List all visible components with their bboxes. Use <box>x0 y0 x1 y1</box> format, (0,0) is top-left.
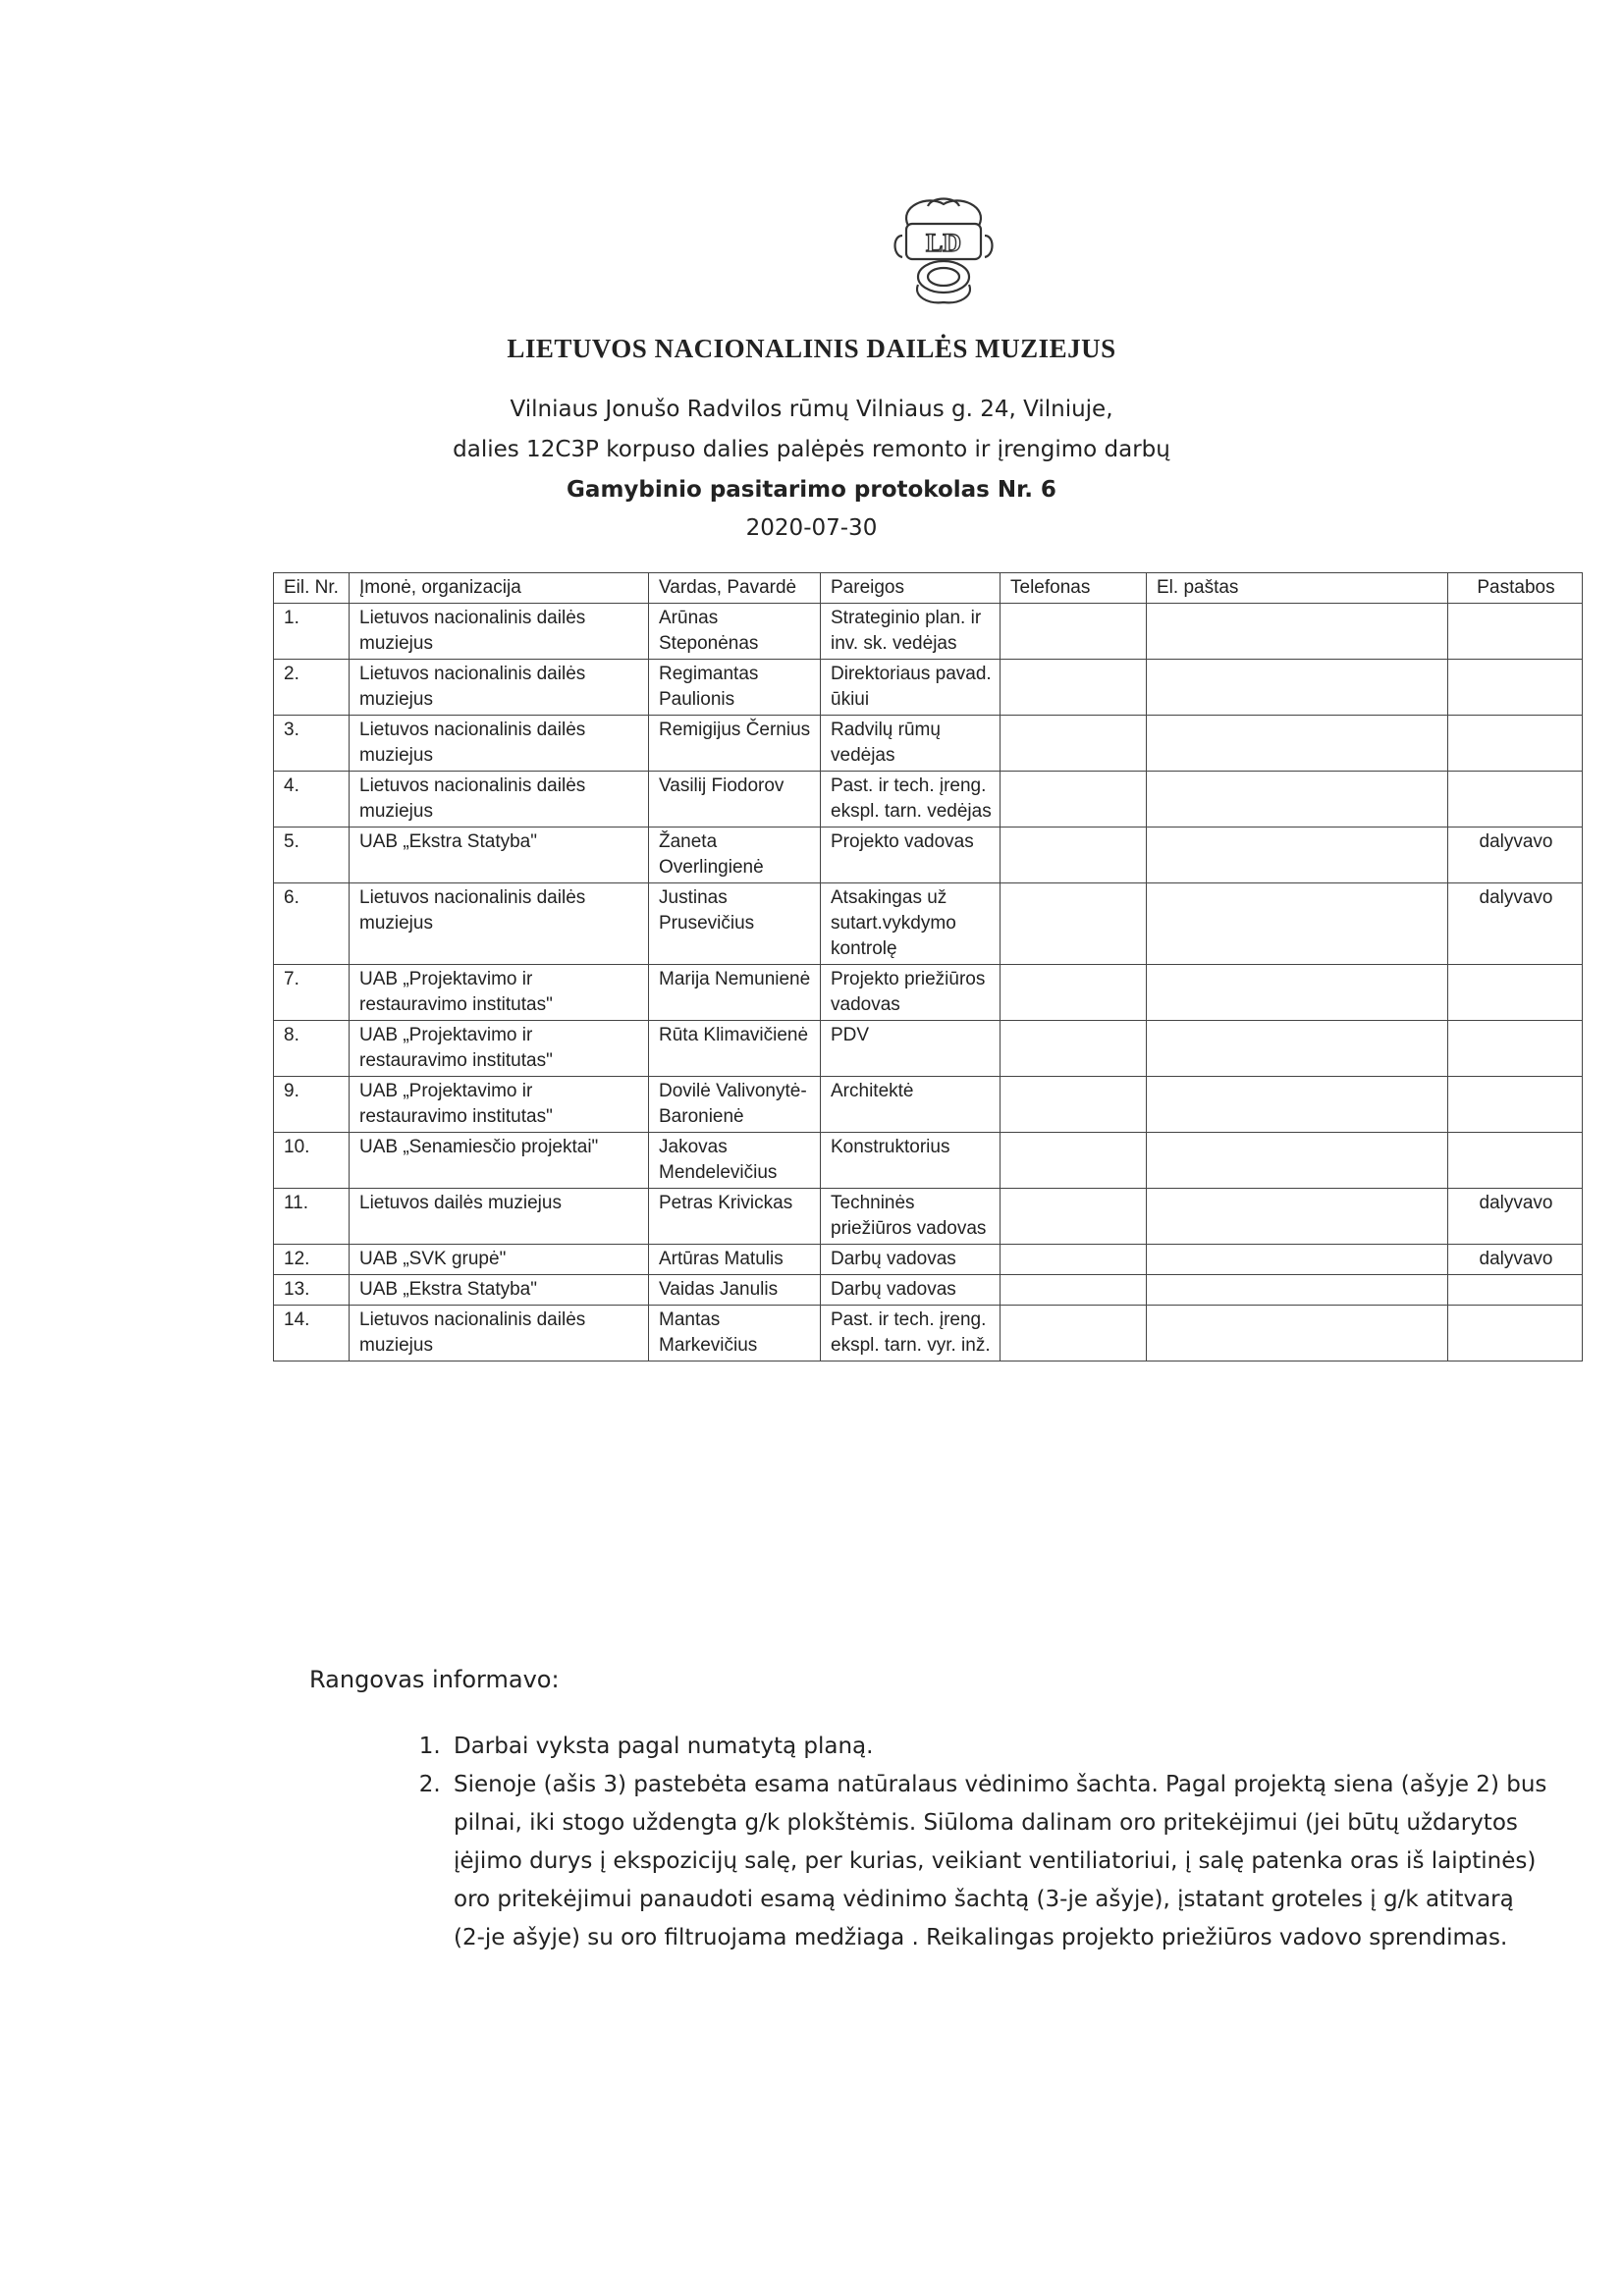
header-position: Pareigos <box>821 573 1001 604</box>
cell-nr: 14. <box>274 1306 350 1362</box>
cell-org: UAB „Ekstra Statyba" <box>350 1275 649 1306</box>
cell-notes <box>1448 772 1583 828</box>
table-row <box>274 1306 1583 1362</box>
cell-org: UAB „Projektavimo ir restauravimo institutas" <box>350 965 649 1021</box>
header-notes: Pastabos <box>1448 573 1583 604</box>
cell-nr: 1. <box>274 604 350 660</box>
cell-position: Techninės priežiūros vadovas <box>821 1189 1001 1245</box>
cell-notes: dalyvavo <box>1448 1189 1583 1245</box>
header-phone: Telefonas <box>1001 573 1147 604</box>
cell-email <box>1147 1275 1448 1306</box>
cell-org: Lietuvos nacionalinis dailės muziejus <box>350 883 649 965</box>
cell-nr: 8. <box>274 1021 350 1077</box>
table-row <box>274 772 1583 828</box>
table-row <box>274 1275 1583 1306</box>
cell-org: Lietuvos nacionalinis dailės muziejus <box>350 716 649 772</box>
cell-email <box>1147 965 1448 1021</box>
cell-name: Artūras Matulis <box>649 1245 821 1275</box>
cell-email <box>1147 716 1448 772</box>
cell-notes <box>1448 1306 1583 1362</box>
cell-phone <box>1001 1133 1147 1189</box>
cell-position: Strateginio plan. ir inv. sk. vedėjas <box>821 604 1001 660</box>
cell-position: Direktoriaus pavad. ūkiui <box>821 660 1001 716</box>
table-row <box>274 1189 1583 1245</box>
cell-nr: 3. <box>274 716 350 772</box>
cell-org: UAB „SVK grupė" <box>350 1245 649 1275</box>
cell-phone <box>1001 660 1147 716</box>
cell-position: Past. ir tech. įreng. ekspl. tarn. vyr. inž. <box>821 1306 1001 1362</box>
attendees-table <box>273 572 1583 1362</box>
cell-email <box>1147 1245 1448 1275</box>
cell-notes: dalyvavo <box>1448 828 1583 883</box>
header-org: Įmonė, organizacija <box>350 573 649 604</box>
cell-position: Architektė <box>821 1077 1001 1133</box>
cell-email <box>1147 1189 1448 1245</box>
list-item: 1. Darbai vyksta pagal numatytą planą. <box>448 1728 1547 1766</box>
cell-phone <box>1001 1245 1147 1275</box>
cell-phone <box>1001 828 1147 883</box>
cell-nr: 13. <box>274 1275 350 1306</box>
cell-nr: 9. <box>274 1077 350 1133</box>
cell-email <box>1147 1077 1448 1133</box>
cell-org: Lietuvos dailės muziejus <box>350 1189 649 1245</box>
cell-position: Konstruktorius <box>821 1133 1001 1189</box>
cell-phone <box>1001 1077 1147 1133</box>
museum-emblem-logo <box>889 187 999 309</box>
cell-name: Vaidas Janulis <box>649 1275 821 1306</box>
cell-notes <box>1448 1077 1583 1133</box>
cell-phone <box>1001 716 1147 772</box>
cell-email <box>1147 660 1448 716</box>
cell-nr: 7. <box>274 965 350 1021</box>
cell-notes <box>1448 604 1583 660</box>
cell-notes <box>1448 716 1583 772</box>
cell-notes <box>1448 1133 1583 1189</box>
contractor-items-list <box>403 1728 1547 1957</box>
cell-name: Rūta Klimavičienė <box>649 1021 821 1077</box>
cell-email <box>1147 1306 1448 1362</box>
cell-nr: 5. <box>274 828 350 883</box>
cell-phone <box>1001 772 1147 828</box>
cell-email <box>1147 604 1448 660</box>
cell-org: UAB „Projektavimo ir restauravimo institutas" <box>350 1077 649 1133</box>
header-nr: Eil. Nr. <box>274 573 350 604</box>
cell-phone <box>1001 883 1147 965</box>
cell-position: PDV <box>821 1021 1001 1077</box>
contractor-informed-label: Rangovas informavo: <box>309 1666 560 1693</box>
protocol-title: Gamybinio pasitarimo protokolas Nr. 6 <box>567 477 1056 503</box>
cell-nr: 2. <box>274 660 350 716</box>
cell-position: Past. ir tech. įreng. ekspl. tarn. vedėjas <box>821 772 1001 828</box>
cell-org: UAB „Projektavimo ir restauravimo institutas" <box>350 1021 649 1077</box>
cell-phone <box>1001 965 1147 1021</box>
cell-org: Lietuvos nacionalinis dailės muziejus <box>350 604 649 660</box>
cell-notes <box>1448 660 1583 716</box>
cell-position: Darbų vadovas <box>821 1275 1001 1306</box>
table-row <box>274 883 1583 965</box>
cell-position: Darbų vadovas <box>821 1245 1001 1275</box>
table-header-row <box>274 573 1583 604</box>
cell-name: Dovilė Valivonytė-Baronienė <box>649 1077 821 1133</box>
cell-email <box>1147 1021 1448 1077</box>
cell-email <box>1147 883 1448 965</box>
cell-org: Lietuvos nacionalinis dailės muziejus <box>350 660 649 716</box>
list-item: 2. Sienoje (ašis 3) pastebėta esama natūralaus vėdinimo šachta. Pagal projektą siena (ašyje 2) bus pilnai, iki stogo uždengta g/k plokštėmis. Siūloma dalinam oro pritekėjimui (jei būtų uždarytos įėjimo durys į ekspozicijų salę, per kurias, veikiant ventiliatoriui, į salę patenka oras iš laiptinės) oro pritekėjimui panaudoti esamą vėdinimo šachtą (3-je ašyje), įstatant groteles į g/k atitvarą (2-je ašyje) su oro filtruojama medžiaga . Reikalingas projekto priežiūros vadovo sprendimas. <box>448 1766 1547 1957</box>
cell-email <box>1147 1133 1448 1189</box>
cell-nr: 10. <box>274 1133 350 1189</box>
cell-nr: 6. <box>274 883 350 965</box>
cell-notes <box>1448 965 1583 1021</box>
cell-position: Radvilų rūmų vedėjas <box>821 716 1001 772</box>
cell-nr: 4. <box>274 772 350 828</box>
cell-position: Projekto priežiūros vadovas <box>821 965 1001 1021</box>
table-row <box>274 1133 1583 1189</box>
cell-name: Mantas Markevičius <box>649 1306 821 1362</box>
table-row <box>274 828 1583 883</box>
cell-org: UAB „Ekstra Statyba" <box>350 828 649 883</box>
cell-phone <box>1001 604 1147 660</box>
org-title: LIETUVOS NACIONALINIS DAILĖS MUZIEJUS <box>507 334 1116 363</box>
protocol-date: 2020-07-30 <box>745 515 878 541</box>
table-row <box>274 1077 1583 1133</box>
svg-text:LD: LD <box>925 229 962 257</box>
cell-position: Projekto vadovas <box>821 828 1001 883</box>
cell-notes: dalyvavo <box>1448 1245 1583 1275</box>
cell-email <box>1147 772 1448 828</box>
table-row <box>274 1245 1583 1275</box>
works-line: dalies 12C3P korpuso dalies palėpės remonto ir įrengimo darbų <box>453 437 1170 462</box>
cell-name: Petras Krivickas <box>649 1189 821 1245</box>
table-row <box>274 660 1583 716</box>
cell-phone <box>1001 1021 1147 1077</box>
cell-org: Lietuvos nacionalinis dailės muziejus <box>350 1306 649 1362</box>
table-row <box>274 1021 1583 1077</box>
table-row <box>274 716 1583 772</box>
cell-notes <box>1448 1021 1583 1077</box>
cell-nr: 12. <box>274 1245 350 1275</box>
header-name: Vardas, Pavardė <box>649 573 821 604</box>
cell-org: Lietuvos nacionalinis dailės muziejus <box>350 772 649 828</box>
cell-name: Justinas Prusevičius <box>649 883 821 965</box>
location-line: Vilniaus Jonušo Radvilos rūmų Vilniaus g. 24, Vilniuje, <box>510 397 1113 422</box>
cell-email <box>1147 828 1448 883</box>
cell-notes <box>1448 1275 1583 1306</box>
cell-name: Marija Nemunienė <box>649 965 821 1021</box>
cell-org: UAB „Senamiesčio projektai" <box>350 1133 649 1189</box>
cell-name: Regimantas Paulionis <box>649 660 821 716</box>
cell-phone <box>1001 1189 1147 1245</box>
cell-notes: dalyvavo <box>1448 883 1583 965</box>
table-row <box>274 604 1583 660</box>
cell-name: Arūnas Steponėnas <box>649 604 821 660</box>
cell-name: Žaneta Overlingienė <box>649 828 821 883</box>
cell-phone <box>1001 1275 1147 1306</box>
header-email: El. paštas <box>1147 573 1448 604</box>
cell-name: Vasilij Fiodorov <box>649 772 821 828</box>
cell-name: Remigijus Černius <box>649 716 821 772</box>
cell-nr: 11. <box>274 1189 350 1245</box>
cell-position: Atsakingas už sutart.vykdymo kontrolę <box>821 883 1001 965</box>
table-row <box>274 965 1583 1021</box>
cell-name: Jakovas Mendelevičius <box>649 1133 821 1189</box>
cell-phone <box>1001 1306 1147 1362</box>
